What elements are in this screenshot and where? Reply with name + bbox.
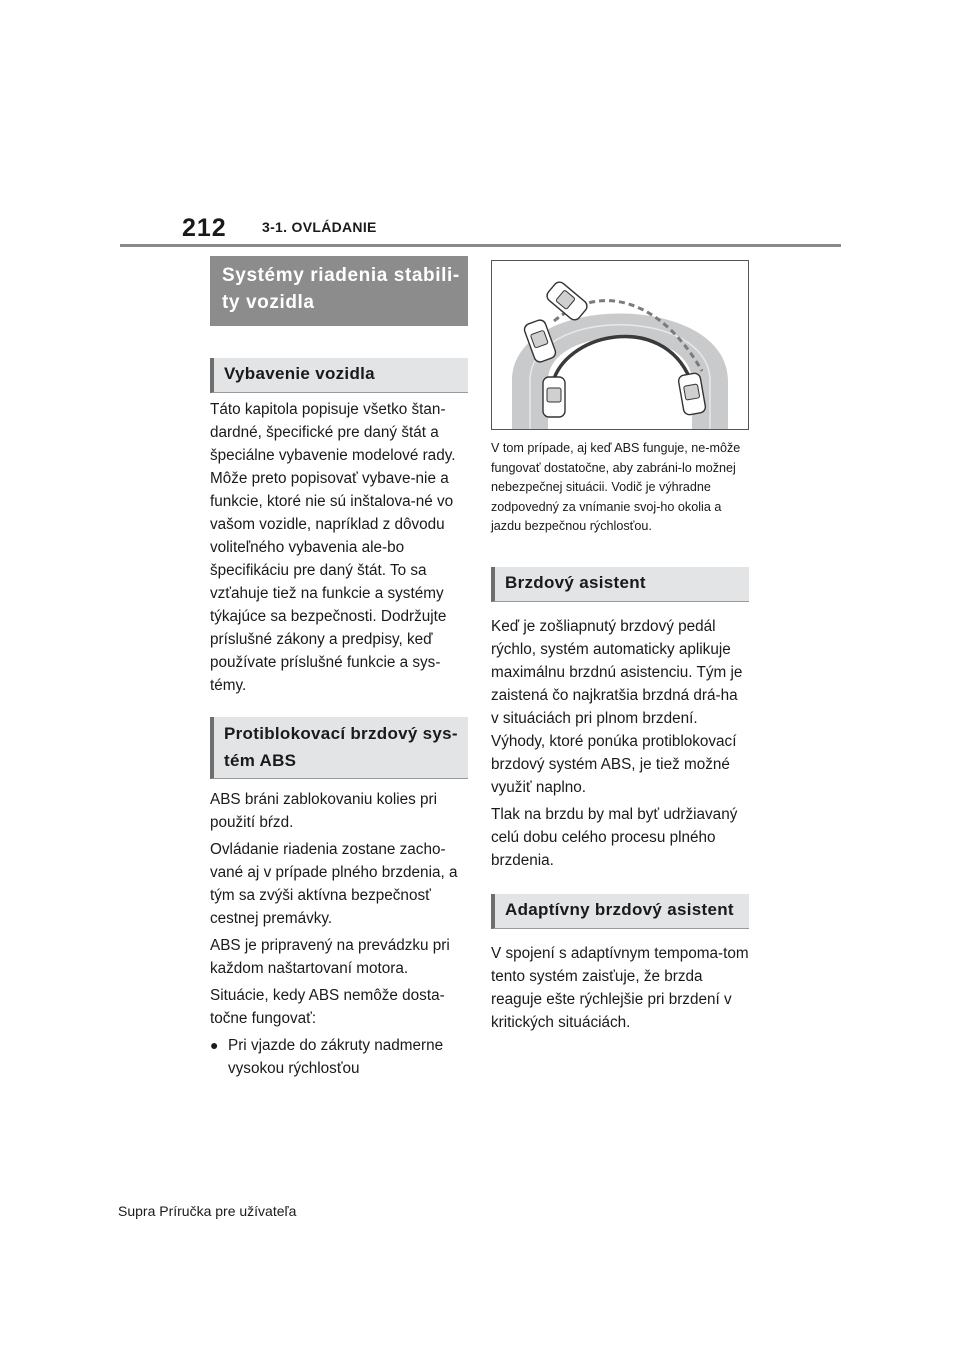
- adaptive-paragraph-1: V spojení s adaptívnym tempoma-tom tento systém zaisťuje, že brzda reaguje ešte rýchlejšie pri brzdení v kritických situáciách.: [491, 944, 749, 1031]
- chapter-title: Systémy riadenia stabili-ty vozidla: [210, 256, 468, 326]
- adaptive-brake-assist-heading: Adaptívny brzdový asistent: [491, 894, 749, 929]
- brake-assist-paragraph-1: Keď je zošliapnutý brzdový pedál rýchlo, systém automaticky aplikuje maximálnu brzdnú asistenciu. Tým je zaistená čo najkratšia brzdná drá-ha v situáciách pri plnom brzdení. Výhody, ktoré ponúka protiblokovací brzdový systém ABS, je tiež možné využiť naplno.: [491, 617, 743, 796]
- right-column: [491, 260, 749, 1034]
- figure-caption: V tom prípade, aj keď ABS funguje, ne-môže fungovať dostatočne, aby zabráni-lo možnej nebezpečnej situácii. Vodič je výhradne zodpovedný za vnímanie svoj-ho okolia a jazdu bezpečnou rýchlosťou.: [491, 441, 741, 533]
- brake-assist-heading: Brzdový asistent: [491, 567, 749, 602]
- car-icon: [545, 280, 590, 323]
- equipment-text: Táto kapitola popisuje všetko štan-dardné, špecifické pre daný štát a špeciálne vybavenie modelové rady. Môže preto popisovať vybave-nie a funkcie, ktoré nie sú inštalova-né vo vašom vozidle, napríklad z dôvodu voliteľného vybavenia ale-bo špecifikáciu pre daný štát. To sa vzťahuje tiež na funkcie a systémy týkajúce sa bezpečnosti. Dodržujte príslušné zákony a predpisy, keď používate príslušné funkcie a sys-témy.: [210, 401, 456, 694]
- header-divider: [120, 244, 841, 247]
- footer-text: Supra Príručka pre užívateľa: [118, 1203, 297, 1219]
- car-curve-illustration: [491, 260, 749, 430]
- left-column: [210, 256, 468, 1080]
- car-icon: [543, 377, 565, 417]
- section-label: 3-1. OVLÁDANIE: [262, 219, 377, 235]
- abs-paragraph-3: ABS je pripravený na prevádzku pri každom naštartovaní motora.: [210, 937, 450, 977]
- list-item: [210, 1034, 468, 1080]
- abs-paragraph-4: Situácie, kedy ABS nemôže dosta-točne fungovať:: [210, 987, 445, 1027]
- equipment-heading: Vybavenie vozidla: [210, 358, 468, 393]
- page-number: 212: [182, 214, 227, 242]
- car-curve-illustration-icon: [492, 261, 748, 429]
- brake-assist-paragraph-2: Tlak na brzdu by mal byť udržiavaný celú dobu celého procesu plného brzdenia.: [491, 805, 738, 869]
- abs-paragraph-2: Ovládanie riadenia zostane zacho-vané aj v prípade plného brzdenia, a tým sa zvýši aktívna bezpečnosť cestnej premávky.: [210, 841, 458, 927]
- bullet-text: Pri vjazde do zákruty nadmerne vysokou rýchlosťou: [228, 1037, 444, 1077]
- bullet-icon: ●: [210, 1037, 219, 1053]
- abs-heading: Protiblokovací brzdový sys-tém ABS: [210, 717, 468, 779]
- abs-paragraph-1: ABS bráni zablokovaniu kolies pri použití bŕzd.: [210, 791, 438, 831]
